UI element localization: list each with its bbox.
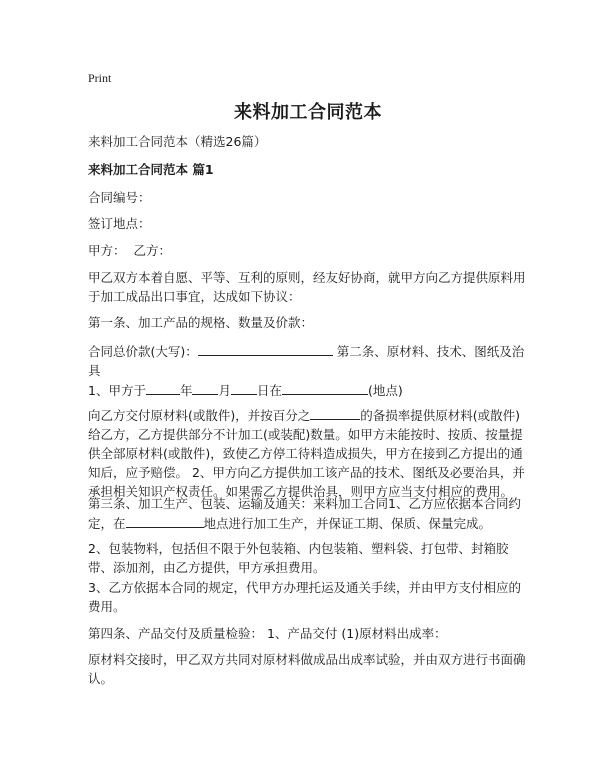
year-label: 年: [179, 383, 193, 398]
item-2-paragraph: 2、包装物料，包括但不限于外包装箱、内包装箱、塑料袋、打包带、封箱胶带、添加剂，由乙方提供，甲方承担费用。: [88, 541, 509, 575]
article-3-text-2: 地点进行加工生产，并保证工期、保质、保量完成。: [203, 516, 492, 531]
article-4: 第四条、产品交付及质量检验： 1、产品交付 (1)原材料出成率：: [88, 626, 447, 641]
article-1: 第一条、加工产品的规格、数量及价款：: [88, 315, 314, 330]
day-label: 日在: [256, 383, 282, 398]
party-a-label: 甲方：: [88, 243, 126, 258]
year-blank: [146, 380, 180, 395]
item-3-paragraph: 3、乙方依据本合同的规定，代甲方办理托运及通关手续，并由甲方支付相应的费用。: [88, 580, 521, 614]
materials-text-1: 向乙方交付原材料(或散件)，并按百分之: [88, 408, 311, 423]
print-link[interactable]: Print: [88, 71, 112, 85]
materials-text-2: 的备损率提供原材料(或散件)给乙方，乙方提供部分不计加工(或装配)数量。如甲方未能按时、按质、按量提供全部原材料(或散件)，致使乙方停工待料造成损失，甲方在接到乙方提出的通知后，应予赔偿。 2、甲方向乙方提供加工该产品的技术、图纸及必要治具，并承担相关知识产权责任。如果需乙方提供治具，则甲方应当支付相应的费用。: [88, 408, 525, 499]
last-paragraph: 原材料交接时，甲乙双方共同对原材料做成品出成率试验，并由双方进行书面确认。: [88, 652, 526, 686]
materials-paragraph: [88, 405, 528, 501]
delivery-date-line: [88, 380, 528, 400]
article-3-text-1: 第三条、加工生产、包装、运输及通关：来料加工合同1、乙方应依据本合同约定，在: [88, 496, 521, 531]
place-label: (地点): [368, 383, 403, 398]
month-blank: [192, 380, 218, 395]
contract-number-label: 合同编号：: [88, 190, 151, 205]
document-title: 来料加工合同范本: [234, 102, 382, 123]
item1-label: 1、甲方于: [88, 383, 146, 398]
place-blank: [282, 380, 368, 395]
percentage-blank: [310, 405, 360, 420]
month-label: 月: [218, 383, 231, 398]
party-b-label: 乙方：: [133, 243, 172, 258]
section-heading: 来料加工合同范本 篇1: [88, 162, 214, 177]
total-price-line: [88, 341, 528, 380]
intro-paragraph: 甲乙双方本着自愿、平等、互利的原则，经友好协商，就甲方向乙方提供原料用于加工成品出口事宜，达成如下协议：: [88, 270, 526, 304]
total-price-blank: [198, 341, 333, 356]
article-3-paragraph: [88, 494, 528, 533]
signing-place-label: 签订地点：: [88, 216, 151, 231]
article-2-heading: 第二条、原材料、技术、图纸及治具: [88, 344, 525, 378]
day-blank: [231, 380, 257, 395]
production-place-blank: [126, 513, 204, 528]
total-price-label: 合同总价款(大写)：: [88, 344, 198, 359]
parties-line: [88, 241, 528, 260]
document-subtitle: 来料加工合同范本（精选26篇）: [88, 134, 267, 149]
